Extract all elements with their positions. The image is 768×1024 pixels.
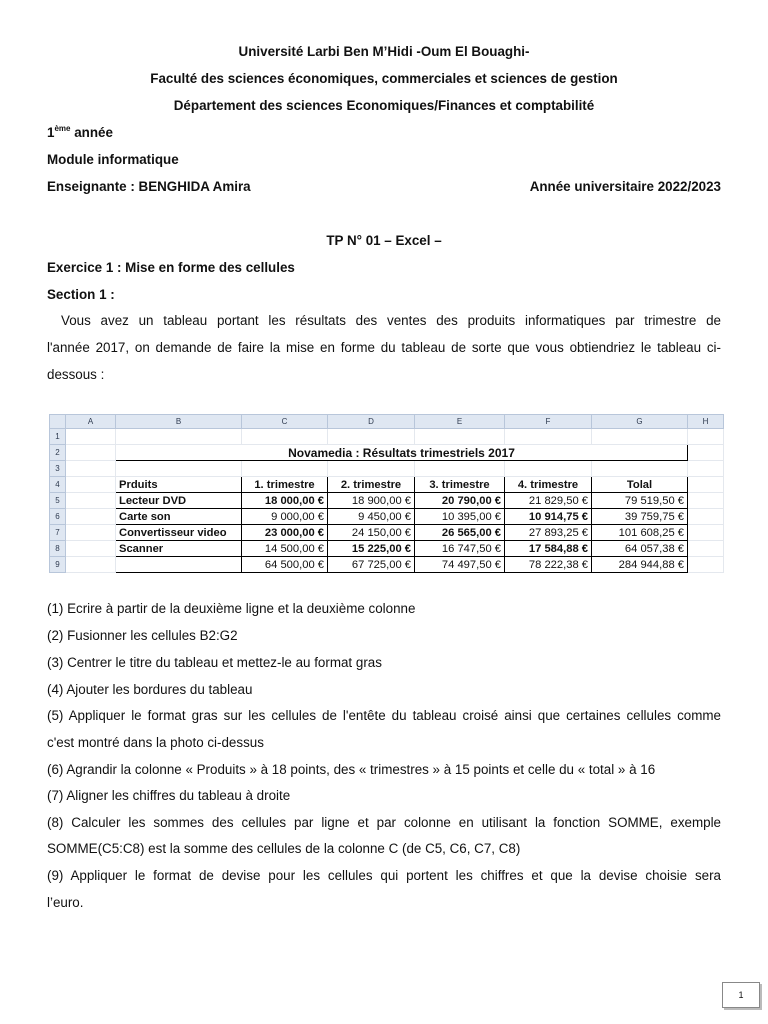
instruction-1: (1) Ecrire à partir de la deuxième ligne et la deuxième colonne xyxy=(47,601,416,616)
header-cell-q3: 3. trimestre xyxy=(415,477,505,493)
study-year-superscript: ème xyxy=(54,124,71,133)
cell-value: 9 000,00 € xyxy=(242,509,328,525)
header-cell-q2: 2. trimestre xyxy=(328,477,415,493)
cell-sum: 74 497,50 € xyxy=(415,557,505,573)
intro-line-3: dessous : xyxy=(47,367,105,382)
cell-grand-total: 284 944,88 € xyxy=(592,557,688,573)
academic-year: Année universitaire 2022/2023 xyxy=(529,179,721,194)
cell-total: 101 608,25 € xyxy=(592,525,688,541)
cell-total: 39 759,75 € xyxy=(592,509,688,525)
cell-sum: 67 725,00 € xyxy=(328,557,415,573)
sheet-row-9 xyxy=(50,557,724,573)
cell-value: 23 000,00 € xyxy=(242,525,328,541)
cell-product: Scanner xyxy=(116,541,242,557)
column-header-a: A xyxy=(66,415,116,429)
column-header-f: F xyxy=(505,415,592,429)
study-year-number: 1 xyxy=(47,125,55,140)
university-name: Université Larbi Ben M’Hidi -Oum El Bouaghi- xyxy=(238,44,530,59)
department-name: Département des sciences Economiques/Finances et comptabilité xyxy=(173,98,595,113)
row-header-7: 7 xyxy=(50,525,66,541)
header-cell-q4: 4. trimestre xyxy=(505,477,592,493)
cell-value: 24 150,00 € xyxy=(328,525,415,541)
instruction-8-line-2: SOMME(C5:C8) est la somme des cellules de la colonne C (de C5, C6, C7, C8) xyxy=(47,841,521,856)
tp-title: TP N° 01 – Excel – xyxy=(326,233,442,248)
header-cell-total: Tolal xyxy=(592,477,688,493)
sheet-row-4 xyxy=(50,477,724,493)
row-header-3: 3 xyxy=(50,461,66,477)
column-header-row xyxy=(50,415,724,429)
row-header-5: 5 xyxy=(50,493,66,509)
column-header-h: H xyxy=(688,415,724,429)
sheet-row-8 xyxy=(50,541,724,557)
sheet-row-2 xyxy=(50,445,724,461)
exercise-title: Exercice 1 : Mise en forme des cellules xyxy=(47,260,295,275)
cell-total: 64 057,38 € xyxy=(592,541,688,557)
column-header-c: C xyxy=(242,415,328,429)
cell-sum: 78 222,38 € xyxy=(505,557,592,573)
cell-value: 10 914,75 € xyxy=(505,509,592,525)
instruction-2: (2) Fusionner les cellules B2:G2 xyxy=(47,628,238,643)
cell-value: 27 893,25 € xyxy=(505,525,592,541)
teacher-name: Enseignante : BENGHIDA Amira xyxy=(47,179,251,194)
column-header-g: G xyxy=(592,415,688,429)
cell-value: 10 395,00 € xyxy=(415,509,505,525)
cell-value: 14 500,00 € xyxy=(242,541,328,557)
faculty-name: Faculté des sciences économiques, commerciales et sciences de gestion xyxy=(150,71,618,86)
row-header-6: 6 xyxy=(50,509,66,525)
sheet-corner xyxy=(50,415,66,429)
column-header-d: D xyxy=(328,415,415,429)
study-year-label: année xyxy=(70,125,113,140)
module-name: Module informatique xyxy=(47,152,179,167)
page-number: 1 xyxy=(722,982,760,1008)
cell-sum: 64 500,00 € xyxy=(242,557,328,573)
sheet-row-3 xyxy=(50,461,724,477)
cell-value: 21 829,50 € xyxy=(505,493,592,509)
cell-product: Convertisseur video xyxy=(116,525,242,541)
row-header-2: 2 xyxy=(50,445,66,461)
row-header-9: 9 xyxy=(50,557,66,573)
sheet-row-1 xyxy=(50,429,724,445)
cell-value: 15 225,00 € xyxy=(328,541,415,557)
sheet-row-5 xyxy=(50,493,724,509)
cell-product: Carte son xyxy=(116,509,242,525)
sheet-row-7 xyxy=(50,525,724,541)
study-year xyxy=(47,125,721,140)
sheet-row-6 xyxy=(50,509,724,525)
instruction-9-line-2: l’euro. xyxy=(47,895,84,910)
intro-line-2: l'année 2017, on demande de faire la mise en forme du tableau de sorte que vous obtiendriez le tableau ci- xyxy=(47,340,721,355)
cell-value: 17 584,88 € xyxy=(505,541,592,557)
instruction-4: (4) Ajouter les bordures du tableau xyxy=(47,682,253,697)
instruction-3: (3) Centrer le titre du tableau et mettez-le au format gras xyxy=(47,655,382,670)
row-header-4: 4 xyxy=(50,477,66,493)
instruction-6: (6) Agrandir la colonne « Produits » à 18 points, des « trimestres » à 15 points et celle du « total » à 16 xyxy=(47,762,656,777)
column-header-b: B xyxy=(116,415,242,429)
instruction-8-line-1: (8) Calculer les sommes des cellules par ligne et par colonne en utilisant la fonction SOMME, exemple xyxy=(47,815,721,830)
header-cell-q1: 1. trimestre xyxy=(242,477,328,493)
header-cell-products: Prduits xyxy=(116,477,242,493)
instruction-5-line-1: (5) Appliquer le format gras sur les cellules de l'entête du tableau croisé ainsi que certaines cellules comme xyxy=(47,708,721,723)
cell-product: Lecteur DVD xyxy=(116,493,242,509)
column-header-e: E xyxy=(415,415,505,429)
cell-value: 16 747,50 € xyxy=(415,541,505,557)
spreadsheet-image xyxy=(49,414,723,571)
cell-value: 9 450,00 € xyxy=(328,509,415,525)
instruction-5-line-2: c'est montré dans la photo ci-dessus xyxy=(47,735,264,750)
cell-value: 26 565,00 € xyxy=(415,525,505,541)
row-header-8: 8 xyxy=(50,541,66,557)
cell-value: 20 790,00 € xyxy=(415,493,505,509)
table-title-cell: Novamedia : Résultats trimestriels 2017 xyxy=(116,445,688,461)
cell-product xyxy=(116,557,242,573)
instruction-7: (7) Aligner les chiffres du tableau à droite xyxy=(47,788,291,803)
cell-value: 18 000,00 € xyxy=(242,493,328,509)
cell-value: 18 900,00 € xyxy=(328,493,415,509)
instruction-9-line-1: (9) Appliquer le format de devise pour les cellules qui portent les chiffres et que la devise choisie sera xyxy=(47,868,721,883)
intro-line-1: Vous avez un tableau portant les résultats des ventes des produits informatiques par trimestre de xyxy=(61,313,721,328)
cell-total: 79 519,50 € xyxy=(592,493,688,509)
row-header-1: 1 xyxy=(50,429,66,445)
section-title: Section 1 : xyxy=(47,287,115,302)
